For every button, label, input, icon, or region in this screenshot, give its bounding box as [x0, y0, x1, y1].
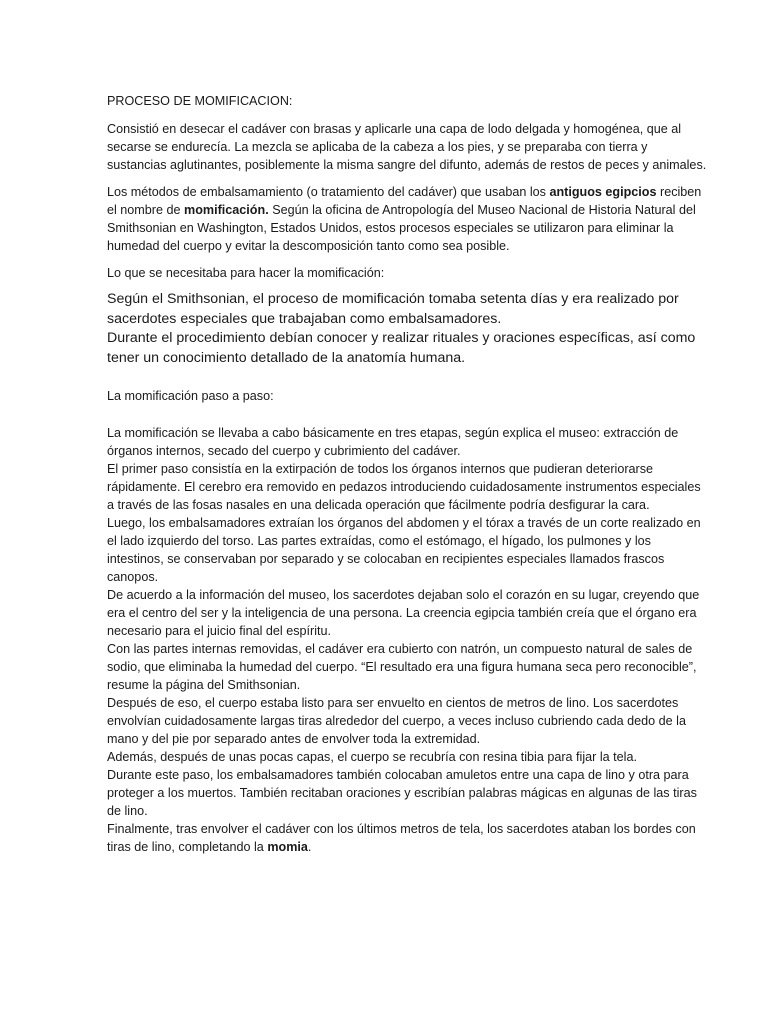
text-line: Con las partes internas removidas, el cadáver era cubierto con natrón, un compuesto natural de sales de sodio, que eliminaba la humedad del cuerpo. “El resultado era una figura humana seca pero reconocible”, resume la página del Smithsonian. — [107, 642, 697, 692]
text-line: Según el Smithsonian, el proceso de momificación tomaba setenta días y era realizado por sacerdotes especiales que trabajaban como embalsamadores. — [107, 291, 679, 327]
bold-text-antiguos-egipcios: antiguos egipcios — [549, 185, 657, 199]
text-run: . — [307, 840, 312, 854]
document-title: PROCESO DE MOMIFICACION: — [107, 94, 293, 108]
paragraph-steps — [107, 424, 708, 856]
section-heading-step-by-step: La momificación paso a paso: — [107, 389, 274, 403]
text-line: De acuerdo a la información del museo, los sacerdotes dejaban solo el corazón en su lugar, creyendo que era el centro del ser y la inteligencia de una persona. La creencia egipcia también creía que el órgano era necesario para el juicio final del espíritu. — [107, 588, 700, 638]
text-line: Además, después de unas pocas capas, el cuerpo se recubría con resina tibia para fijar la tela. — [107, 750, 637, 764]
paragraph-smithsonian — [107, 290, 708, 368]
bold-text-momificacion: momificación. — [184, 203, 269, 217]
text-line: Luego, los embalsamadores extraían los órganos del abdomen y el tórax a través de un corte realizado en el lado izquierdo del torso. Las partes extraídas, como el estómago, el hígado, los pulmones y los intestinos, se conservaban por separado y se colocaban en recipientes especiales llamados frascos canopos. — [107, 516, 701, 584]
text-run: Según la oficina de Antropología del Museo Nacional de Historia Natural del Smithsonian en Washington, Estados Unidos, estos procesos especiales se utilizaron para eliminar la humedad del cuerpo y evitar la descomposición tanto como sea posible. — [107, 203, 696, 253]
text-run: Finalmente, tras envolver el cadáver con los últimos metros de tela, los sacerdotes ataban los bordes con tiras de lino, completando la — [107, 822, 696, 854]
text-run: reciben el nombre de — [107, 185, 702, 217]
text-line: Durante este paso, los embalsamadores también colocaban amuletos entre una capa de lino y otra para proteger a los muertos. También recitaban oraciones y escribían palabras mágicas en algunas de las tiras de lino. — [107, 768, 697, 818]
paragraph-methods — [107, 183, 708, 255]
text-line: Después de eso, el cuerpo estaba listo para ser envuelto en cientos de metros de lino. Los sacerdotes envolvían cuidadosamente largas tiras alrededor del cuerpo, a veces incluso cubriendo cada dedo de la mano y del pie por separado antes de envolver toda la extremidad. — [107, 696, 686, 746]
paragraph-requirements-heading: Lo que se necesitaba para hacer la momificación: — [107, 266, 385, 280]
text-line: Durante el procedimiento debían conocer y realizar rituales y oraciones específicas, así como tener un conocimiento detallado de la anatomía humana. — [107, 330, 696, 366]
text-line: El primer paso consistía en la extirpación de todos los órganos internos que pudieran deteriorarse rápidamente. El cerebro era removido en pedazos introduciendo cuidadosamente instrumentos especiales a través de las fosas nasales en una delicada operación que fácilmente podría desfigurar la cara. — [107, 462, 701, 512]
text-line-final — [107, 820, 708, 856]
bold-text-momia: momia — [267, 840, 308, 854]
paragraph-intro: Consistió en desecar el cadáver con brasas y aplicarle una capa de lodo delgada y homogénea, que al secarse se endurecía. La mezcla se aplicaba de la cabeza a los pies, y se preparaba con tierra y sustancias aglutinantes, posiblemente la misma sangre del difunto, además de restos de peces y animales. — [107, 122, 707, 172]
text-line: La momificación se llevaba a cabo básicamente en tres etapas, según explica el museo: extracción de órganos internos, secado del cuerpo y cubrimiento del cadáver. — [107, 426, 679, 458]
text-run: Los métodos de embalsamamiento (o tratamiento del cadáver) que usaban los — [107, 185, 550, 199]
